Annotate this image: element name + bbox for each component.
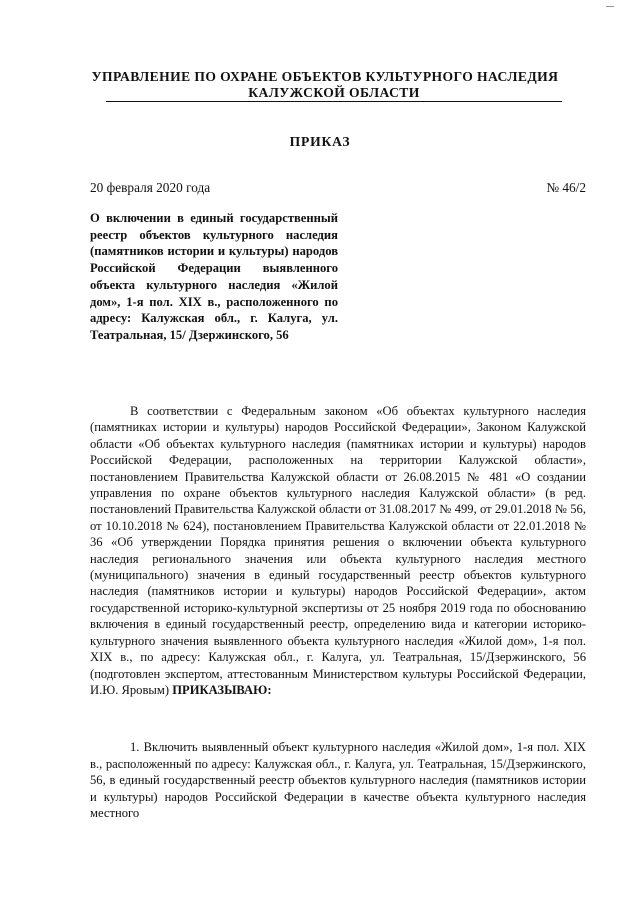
organization-name-line2: КАЛУЖСКОЙ ОБЛАСТИ <box>106 84 562 102</box>
order-suffix: : <box>267 682 272 697</box>
document-date: 20 февраля 2020 года <box>90 180 211 195</box>
order-item-1: 1. Включить выявленный объект культурного наследия «Жилой дом», 1-я пол. XIX в., расположенный по адресу: Калужская обл., г. Калуга, ул. Театральная, 15/Дзержинского, 56, в единый государственный реестр объектов культурного наследия (памятников истории и культуры) народов Российской Федерации в качестве объекта культурного наследия местного <box>90 740 586 821</box>
order-word: ПРИКАЗЫВАЮ <box>172 682 268 697</box>
preamble-paragraph <box>90 403 586 698</box>
document-number: № 46/2 <box>546 180 586 195</box>
document-subject: О включении в единый государственный реестр объектов культурного наследия (памятников истории и культуры) народов Российской Федерации выявленного объекта культурного наследия «Жилой дом», 1-я пол. XIX в., расположенного по адресу: Калужская обл., г. Калуга, ул. Театральная, 15/ Дзержинского, 56 <box>90 211 338 342</box>
organization-name-line1: УПРАВЛЕНИЕ ПО ОХРАНЕ ОБЪЕКТОВ КУЛЬТУРНОГО НАСЛЕДИЯ <box>91 69 559 84</box>
scan-mark <box>606 6 614 9</box>
document-type-title: ПРИКАЗ <box>289 134 351 149</box>
preamble-text: В соответствии с Федеральным законом «Об объектах культурного наследия (памятниках истории и культуры) народов Российской Федерации», Законом Калужской области «Об объектах культурного наследия (памятниках истории и культуры) народов Российской Федерации, расположенных на территории Калужской области», постановлением Правительства Калужской области от 26.08.2015 № 481 «О создании управления по охране объектов культурного наследия Калужской области» (в ред. постановлений Правительства Калужской области от 31.08.2017 № 499, от 29.01.2018 № 56, от 10.10.2018 № 624), постановлением Правительства Калужской области от 22.01.2018 № 36 «Об утверждении Порядка принятия решения о включении объекта культурного наследия регионального значения или объекта культурного наследия местного (муниципального) значения в единый государственный реестр объектов культурного наследия (памятников истории и культуры) народов Российской Федерации», актом государственной историко-культурной экспертизы от 25 ноября 2019 года по обоснованию включения в единый государственный реестр, определению вида и категории историко-культурного значения выявленного объекта культурного наследия «Жилой дом», 1-я пол. XIX в., по адресу: Калужская обл., г. Калуга, ул. Театральная, 15/Дзержинского, 56 (подготовлен экспертом, аттестованным Министерством культуры Российской Федерации, И.Ю. Яровым) <box>90 404 586 697</box>
